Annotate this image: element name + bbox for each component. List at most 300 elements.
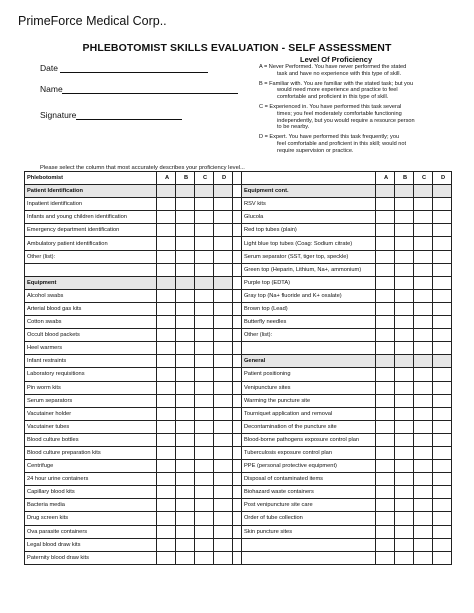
section-shading xyxy=(176,185,195,198)
proficiency-checkbox-c[interactable] xyxy=(195,512,214,525)
proficiency-checkbox-b[interactable] xyxy=(176,198,195,211)
section-shading xyxy=(176,276,195,289)
proficiency-checkbox-c[interactable] xyxy=(195,473,214,486)
proficiency-checkbox-a[interactable] xyxy=(157,512,176,525)
proficiency-checkbox-a[interactable] xyxy=(157,263,176,276)
proficiency-checkbox-b[interactable] xyxy=(176,460,195,473)
proficiency-checkbox-a[interactable] xyxy=(376,460,395,473)
proficiency-checkbox-b[interactable] xyxy=(395,368,414,381)
proficiency-checkbox-c[interactable] xyxy=(195,486,214,499)
legend-line: task and have no experience with this type of skill. xyxy=(277,70,402,77)
proficiency-checkbox-c[interactable] xyxy=(414,525,433,538)
proficiency-checkbox-d[interactable] xyxy=(433,486,452,499)
table-row xyxy=(25,237,452,250)
proficiency-checkbox-c[interactable] xyxy=(414,486,433,499)
proficiency-checkbox-b[interactable] xyxy=(176,420,195,433)
proficiency-checkbox-c[interactable] xyxy=(414,473,433,486)
proficiency-checkbox-d[interactable] xyxy=(433,473,452,486)
proficiency-checkbox-d[interactable] xyxy=(433,316,452,329)
section-shading xyxy=(395,185,414,198)
proficiency-checkbox-d[interactable] xyxy=(214,512,233,525)
proficiency-checkbox-a[interactable] xyxy=(376,499,395,512)
name-field[interactable] xyxy=(62,93,238,94)
proficiency-checkbox-d[interactable] xyxy=(214,394,233,407)
proficiency-checkbox-c[interactable] xyxy=(414,499,433,512)
proficiency-checkbox-d[interactable] xyxy=(214,525,233,538)
proficiency-checkbox-c[interactable] xyxy=(414,381,433,394)
column-gap xyxy=(233,433,242,446)
proficiency-checkbox-a[interactable] xyxy=(157,486,176,499)
proficiency-checkbox-b[interactable] xyxy=(395,512,414,525)
column-header-c: C xyxy=(414,172,433,185)
proficiency-checkbox-c[interactable] xyxy=(195,407,214,420)
proficiency-checkbox-c[interactable] xyxy=(414,342,433,355)
section-shading xyxy=(433,185,452,198)
proficiency-checkbox-b[interactable] xyxy=(176,316,195,329)
proficiency-checkbox-d[interactable] xyxy=(433,342,452,355)
proficiency-checkbox-d[interactable] xyxy=(433,433,452,446)
proficiency-checkbox-d[interactable] xyxy=(214,486,233,499)
proficiency-checkbox-a[interactable] xyxy=(376,289,395,302)
proficiency-checkbox-a[interactable] xyxy=(157,316,176,329)
skill-label: Butterfly needles xyxy=(242,316,376,329)
proficiency-checkbox-d[interactable] xyxy=(214,551,233,564)
proficiency-checkbox-d[interactable] xyxy=(433,446,452,459)
proficiency-checkbox-c[interactable] xyxy=(414,237,433,250)
proficiency-checkbox-b[interactable] xyxy=(176,538,195,551)
skill-label: Patient positioning xyxy=(242,368,376,381)
proficiency-checkbox-b[interactable] xyxy=(176,407,195,420)
proficiency-checkbox-b[interactable] xyxy=(176,211,195,224)
skill-label: Red top tubes (plain) xyxy=(242,224,376,237)
proficiency-checkbox-d[interactable] xyxy=(433,250,452,263)
column-gap xyxy=(233,525,242,538)
column-header-d: D xyxy=(214,172,233,185)
table-row xyxy=(25,289,452,302)
proficiency-checkbox-b[interactable] xyxy=(176,473,195,486)
proficiency-checkbox-b[interactable] xyxy=(395,407,414,420)
proficiency-checkbox-b[interactable] xyxy=(176,289,195,302)
proficiency-checkbox-c[interactable] xyxy=(195,525,214,538)
proficiency-checkbox-d[interactable] xyxy=(214,263,233,276)
proficiency-checkbox-c[interactable] xyxy=(414,302,433,315)
proficiency-checkbox-d[interactable] xyxy=(433,407,452,420)
section-shading xyxy=(433,355,452,368)
proficiency-checkbox-b[interactable] xyxy=(395,316,414,329)
section-shading xyxy=(376,185,395,198)
proficiency-checkbox-a[interactable] xyxy=(376,473,395,486)
section-heading: General xyxy=(242,355,376,368)
proficiency-checkbox-a[interactable] xyxy=(376,538,395,551)
proficiency-checkbox-b[interactable] xyxy=(176,250,195,263)
proficiency-checkbox-a[interactable] xyxy=(157,211,176,224)
proficiency-checkbox-c[interactable] xyxy=(195,302,214,315)
table-row xyxy=(25,355,452,368)
proficiency-checkbox-a[interactable] xyxy=(157,289,176,302)
proficiency-checkbox-a[interactable] xyxy=(376,276,395,289)
skill-label: Drug screen kits xyxy=(25,512,157,525)
proficiency-checkbox-a[interactable] xyxy=(376,211,395,224)
proficiency-checkbox-c[interactable] xyxy=(195,420,214,433)
skill-label: Ova parasite containers xyxy=(25,525,157,538)
skill-label: Warming the puncture site xyxy=(242,394,376,407)
proficiency-checkbox-b[interactable] xyxy=(176,368,195,381)
column-gap xyxy=(233,224,242,237)
proficiency-checkbox-b[interactable] xyxy=(176,381,195,394)
proficiency-checkbox-c[interactable] xyxy=(195,198,214,211)
skill-label: Skin puncture sites xyxy=(242,525,376,538)
proficiency-checkbox-d[interactable] xyxy=(214,289,233,302)
column-gap xyxy=(233,381,242,394)
proficiency-checkbox-d[interactable] xyxy=(433,525,452,538)
table-row xyxy=(25,407,452,420)
proficiency-checkbox-b[interactable] xyxy=(395,342,414,355)
table-row xyxy=(25,302,452,315)
proficiency-checkbox-a[interactable] xyxy=(157,342,176,355)
proficiency-checkbox-c[interactable] xyxy=(414,316,433,329)
proficiency-checkbox-a[interactable] xyxy=(376,263,395,276)
proficiency-checkbox-d[interactable] xyxy=(214,237,233,250)
skill-label: Heel warmers xyxy=(25,342,157,355)
proficiency-checkbox-d[interactable] xyxy=(214,446,233,459)
proficiency-checkbox-b[interactable] xyxy=(176,263,195,276)
proficiency-checkbox-a[interactable] xyxy=(376,381,395,394)
proficiency-checkbox-c[interactable] xyxy=(414,538,433,551)
proficiency-checkbox-d[interactable] xyxy=(433,499,452,512)
proficiency-checkbox-a[interactable] xyxy=(376,198,395,211)
column-gap xyxy=(233,551,242,564)
proficiency-checkbox-a[interactable] xyxy=(157,394,176,407)
proficiency-checkbox-a[interactable] xyxy=(157,381,176,394)
proficiency-checkbox-a[interactable] xyxy=(157,250,176,263)
proficiency-checkbox-c[interactable] xyxy=(195,538,214,551)
proficiency-checkbox-c[interactable] xyxy=(414,224,433,237)
proficiency-checkbox-d[interactable] xyxy=(433,263,452,276)
legend-entry xyxy=(259,104,439,131)
skill-label: Blood culture preparation kits xyxy=(25,446,157,459)
proficiency-checkbox-a[interactable] xyxy=(157,237,176,250)
proficiency-checkbox-b[interactable] xyxy=(395,538,414,551)
proficiency-checkbox-c[interactable] xyxy=(414,460,433,473)
proficiency-checkbox-b[interactable] xyxy=(395,551,414,564)
skill-label: Serum separators xyxy=(25,394,157,407)
table-row xyxy=(25,394,452,407)
proficiency-checkbox-c[interactable] xyxy=(195,394,214,407)
column-gap xyxy=(233,211,242,224)
proficiency-checkbox-b[interactable] xyxy=(176,394,195,407)
proficiency-checkbox-a[interactable] xyxy=(157,224,176,237)
proficiency-checkbox-d[interactable] xyxy=(433,289,452,302)
proficiency-checkbox-a[interactable] xyxy=(376,407,395,420)
proficiency-checkbox-c[interactable] xyxy=(195,263,214,276)
proficiency-checkbox-c[interactable] xyxy=(195,250,214,263)
legend-line: independently, but you would require a resource person xyxy=(277,117,415,124)
skills-table xyxy=(24,171,452,565)
column-header-b: B xyxy=(395,172,414,185)
proficiency-checkbox-c[interactable] xyxy=(414,211,433,224)
proficiency-checkbox-d[interactable] xyxy=(214,407,233,420)
proficiency-checkbox-b[interactable] xyxy=(176,329,195,342)
proficiency-checkbox-d[interactable] xyxy=(433,198,452,211)
section-heading: Equipment xyxy=(25,276,157,289)
proficiency-checkbox-b[interactable] xyxy=(176,302,195,315)
page-title: PHLEBOTOMIST SKILLS EVALUATION - SELF ASSESSMENT xyxy=(82,42,392,54)
proficiency-checkbox-c[interactable] xyxy=(195,355,214,368)
proficiency-checkbox-a[interactable] xyxy=(376,433,395,446)
table-row xyxy=(25,250,452,263)
proficiency-checkbox-b[interactable] xyxy=(395,420,414,433)
column-gap xyxy=(233,172,242,185)
skill-label: RSV kits xyxy=(242,198,376,211)
proficiency-checkbox-d[interactable] xyxy=(214,250,233,263)
proficiency-checkbox-b[interactable] xyxy=(395,302,414,315)
table-row xyxy=(25,433,452,446)
proficiency-checkbox-a[interactable] xyxy=(157,473,176,486)
proficiency-checkbox-a[interactable] xyxy=(157,368,176,381)
proficiency-checkbox-b[interactable] xyxy=(176,224,195,237)
proficiency-checkbox-d[interactable] xyxy=(433,211,452,224)
proficiency-checkbox-a[interactable] xyxy=(157,499,176,512)
table-row xyxy=(25,185,452,198)
proficiency-checkbox-a[interactable] xyxy=(376,302,395,315)
proficiency-checkbox-d[interactable] xyxy=(433,551,452,564)
table-row xyxy=(25,499,452,512)
proficiency-checkbox-d[interactable] xyxy=(214,368,233,381)
column-gap xyxy=(233,512,242,525)
proficiency-checkbox-a[interactable] xyxy=(157,525,176,538)
proficiency-checkbox-c[interactable] xyxy=(414,289,433,302)
skill-label: Serum separator (SST, tiger top, speckle) xyxy=(242,250,376,263)
proficiency-checkbox-d[interactable] xyxy=(433,512,452,525)
column-gap xyxy=(233,394,242,407)
proficiency-checkbox-a[interactable] xyxy=(157,407,176,420)
proficiency-checkbox-d[interactable] xyxy=(433,276,452,289)
skill-label: Paternity blood draw kits xyxy=(25,551,157,564)
proficiency-checkbox-b[interactable] xyxy=(176,446,195,459)
proficiency-checkbox-c[interactable] xyxy=(195,368,214,381)
proficiency-checkbox-a[interactable] xyxy=(376,512,395,525)
proficiency-checkbox-a[interactable] xyxy=(157,446,176,459)
proficiency-checkbox-d[interactable] xyxy=(433,302,452,315)
proficiency-checkbox-b[interactable] xyxy=(395,237,414,250)
column-gap xyxy=(233,460,242,473)
left-column-header: Phlebotomist xyxy=(25,172,157,185)
proficiency-checkbox-d[interactable] xyxy=(214,302,233,315)
skill-label: Post venipuncture site care xyxy=(242,499,376,512)
column-gap xyxy=(233,420,242,433)
proficiency-checkbox-d[interactable] xyxy=(214,460,233,473)
proficiency-checkbox-b[interactable] xyxy=(176,486,195,499)
proficiency-checkbox-c[interactable] xyxy=(195,381,214,394)
proficiency-checkbox-d[interactable] xyxy=(433,394,452,407)
proficiency-checkbox-d[interactable] xyxy=(214,342,233,355)
proficiency-checkbox-b[interactable] xyxy=(176,499,195,512)
proficiency-checkbox-c[interactable] xyxy=(195,316,214,329)
section-shading xyxy=(195,185,214,198)
proficiency-checkbox-b[interactable] xyxy=(395,198,414,211)
proficiency-checkbox-c[interactable] xyxy=(414,368,433,381)
proficiency-checkbox-d[interactable] xyxy=(433,420,452,433)
proficiency-checkbox-c[interactable] xyxy=(195,289,214,302)
skill-label: Disposal of contaminated items xyxy=(242,473,376,486)
proficiency-checkbox-d[interactable] xyxy=(214,420,233,433)
proficiency-checkbox-a[interactable] xyxy=(157,355,176,368)
proficiency-checkbox-b[interactable] xyxy=(395,211,414,224)
proficiency-checkbox-d[interactable] xyxy=(433,237,452,250)
proficiency-checkbox-d[interactable] xyxy=(214,316,233,329)
proficiency-checkbox-c[interactable] xyxy=(195,446,214,459)
proficiency-checkbox-a[interactable] xyxy=(376,368,395,381)
legend-line: feel comfortable and proficient in this skill; would not xyxy=(277,140,407,147)
proficiency-checkbox-c[interactable] xyxy=(414,512,433,525)
proficiency-checkbox-d[interactable] xyxy=(214,355,233,368)
column-gap xyxy=(233,316,242,329)
proficiency-checkbox-a[interactable] xyxy=(376,342,395,355)
proficiency-checkbox-b[interactable] xyxy=(176,433,195,446)
table-row xyxy=(25,224,452,237)
proficiency-checkbox-c[interactable] xyxy=(195,237,214,250)
proficiency-checkbox-a[interactable] xyxy=(376,250,395,263)
proficiency-checkbox-d[interactable] xyxy=(214,224,233,237)
proficiency-checkbox-c[interactable] xyxy=(414,276,433,289)
proficiency-checkbox-c[interactable] xyxy=(414,329,433,342)
table-row xyxy=(25,446,452,459)
proficiency-checkbox-b[interactable] xyxy=(176,525,195,538)
skill-label: Brown top (Lead) xyxy=(242,302,376,315)
proficiency-checkbox-d[interactable] xyxy=(433,538,452,551)
proficiency-checkbox-b[interactable] xyxy=(395,499,414,512)
proficiency-checkbox-c[interactable] xyxy=(195,329,214,342)
date-field[interactable] xyxy=(60,72,208,73)
proficiency-checkbox-d[interactable] xyxy=(214,538,233,551)
skill-label: Green top (Heparin, Lithium, Na+, ammonium) xyxy=(242,263,376,276)
proficiency-checkbox-a[interactable] xyxy=(376,486,395,499)
column-gap xyxy=(233,250,242,263)
proficiency-checkbox-c[interactable] xyxy=(195,211,214,224)
proficiency-checkbox-b[interactable] xyxy=(176,342,195,355)
proficiency-checkbox-b[interactable] xyxy=(395,263,414,276)
legend-line: to be nearby. xyxy=(277,124,310,131)
proficiency-checkbox-c[interactable] xyxy=(195,499,214,512)
proficiency-checkbox-c[interactable] xyxy=(414,551,433,564)
proficiency-checkbox-c[interactable] xyxy=(414,407,433,420)
table-row xyxy=(25,211,452,224)
column-gap xyxy=(233,538,242,551)
proficiency-checkbox-c[interactable] xyxy=(195,460,214,473)
proficiency-checkbox-a[interactable] xyxy=(157,329,176,342)
proficiency-legend xyxy=(259,64,439,158)
signature-label: Signature xyxy=(40,110,77,120)
skill-label: Venipuncture sites xyxy=(242,381,376,394)
proficiency-checkbox-b[interactable] xyxy=(395,486,414,499)
proficiency-checkbox-d[interactable] xyxy=(214,198,233,211)
proficiency-checkbox-c[interactable] xyxy=(414,263,433,276)
proficiency-checkbox-b[interactable] xyxy=(395,525,414,538)
table-row xyxy=(25,263,452,276)
proficiency-checkbox-a[interactable] xyxy=(376,551,395,564)
proficiency-checkbox-c[interactable] xyxy=(195,433,214,446)
table-row xyxy=(25,538,452,551)
skill-label: Biohazard waste containers xyxy=(242,486,376,499)
proficiency-checkbox-d[interactable] xyxy=(214,473,233,486)
proficiency-checkbox-b[interactable] xyxy=(395,473,414,486)
proficiency-checkbox-d[interactable] xyxy=(214,329,233,342)
proficiency-checkbox-b[interactable] xyxy=(395,224,414,237)
proficiency-checkbox-c[interactable] xyxy=(414,394,433,407)
proficiency-checkbox-a[interactable] xyxy=(157,538,176,551)
proficiency-checkbox-a[interactable] xyxy=(157,460,176,473)
proficiency-checkbox-d[interactable] xyxy=(433,368,452,381)
proficiency-checkbox-c[interactable] xyxy=(414,420,433,433)
proficiency-checkbox-b[interactable] xyxy=(395,381,414,394)
proficiency-checkbox-c[interactable] xyxy=(195,224,214,237)
proficiency-checkbox-a[interactable] xyxy=(157,198,176,211)
proficiency-checkbox-b[interactable] xyxy=(395,329,414,342)
proficiency-checkbox-b[interactable] xyxy=(395,460,414,473)
skill-label: Tuberculosis exposure control plan xyxy=(242,446,376,459)
section-heading: Patient Identification xyxy=(25,185,157,198)
proficiency-checkbox-c[interactable] xyxy=(414,433,433,446)
skill-label: Infants and young children identification xyxy=(25,211,157,224)
proficiency-checkbox-b[interactable] xyxy=(395,250,414,263)
proficiency-checkbox-b[interactable] xyxy=(176,355,195,368)
proficiency-checkbox-b[interactable] xyxy=(176,551,195,564)
proficiency-checkbox-a[interactable] xyxy=(376,329,395,342)
signature-field[interactable] xyxy=(76,119,182,120)
skill-label: Glucola xyxy=(242,211,376,224)
proficiency-checkbox-a[interactable] xyxy=(157,433,176,446)
skill-label: PPE (personal protective equipment) xyxy=(242,460,376,473)
proficiency-checkbox-c[interactable] xyxy=(195,551,214,564)
section-shading xyxy=(414,355,433,368)
proficiency-checkbox-d[interactable] xyxy=(214,381,233,394)
proficiency-checkbox-d[interactable] xyxy=(433,460,452,473)
proficiency-checkbox-a[interactable] xyxy=(376,224,395,237)
proficiency-checkbox-c[interactable] xyxy=(414,446,433,459)
proficiency-checkbox-a[interactable] xyxy=(376,237,395,250)
proficiency-checkbox-b[interactable] xyxy=(395,446,414,459)
skill-label: Order of tube collection xyxy=(242,512,376,525)
proficiency-checkbox-b[interactable] xyxy=(395,394,414,407)
proficiency-checkbox-d[interactable] xyxy=(433,329,452,342)
proficiency-checkbox-c[interactable] xyxy=(414,250,433,263)
proficiency-checkbox-d[interactable] xyxy=(214,499,233,512)
proficiency-checkbox-a[interactable] xyxy=(376,446,395,459)
proficiency-checkbox-a[interactable] xyxy=(376,420,395,433)
proficiency-checkbox-b[interactable] xyxy=(395,433,414,446)
proficiency-checkbox-a[interactable] xyxy=(157,551,176,564)
proficiency-checkbox-d[interactable] xyxy=(214,433,233,446)
skill-label: Vacutainer holder xyxy=(25,407,157,420)
proficiency-checkbox-d[interactable] xyxy=(214,211,233,224)
proficiency-checkbox-b[interactable] xyxy=(176,237,195,250)
proficiency-checkbox-d[interactable] xyxy=(433,224,452,237)
column-header-a: A xyxy=(376,172,395,185)
proficiency-checkbox-b[interactable] xyxy=(176,512,195,525)
proficiency-checkbox-b[interactable] xyxy=(395,276,414,289)
proficiency-checkbox-c[interactable] xyxy=(414,198,433,211)
proficiency-checkbox-a[interactable] xyxy=(376,394,395,407)
skill-label: Blood culture bottles xyxy=(25,433,157,446)
proficiency-checkbox-a[interactable] xyxy=(157,302,176,315)
proficiency-checkbox-d[interactable] xyxy=(433,381,452,394)
proficiency-checkbox-a[interactable] xyxy=(376,316,395,329)
proficiency-checkbox-a[interactable] xyxy=(157,420,176,433)
skill-label: Purple top (EDTA) xyxy=(242,276,376,289)
proficiency-checkbox-c[interactable] xyxy=(195,342,214,355)
proficiency-checkbox-a[interactable] xyxy=(376,525,395,538)
proficiency-checkbox-b[interactable] xyxy=(395,289,414,302)
